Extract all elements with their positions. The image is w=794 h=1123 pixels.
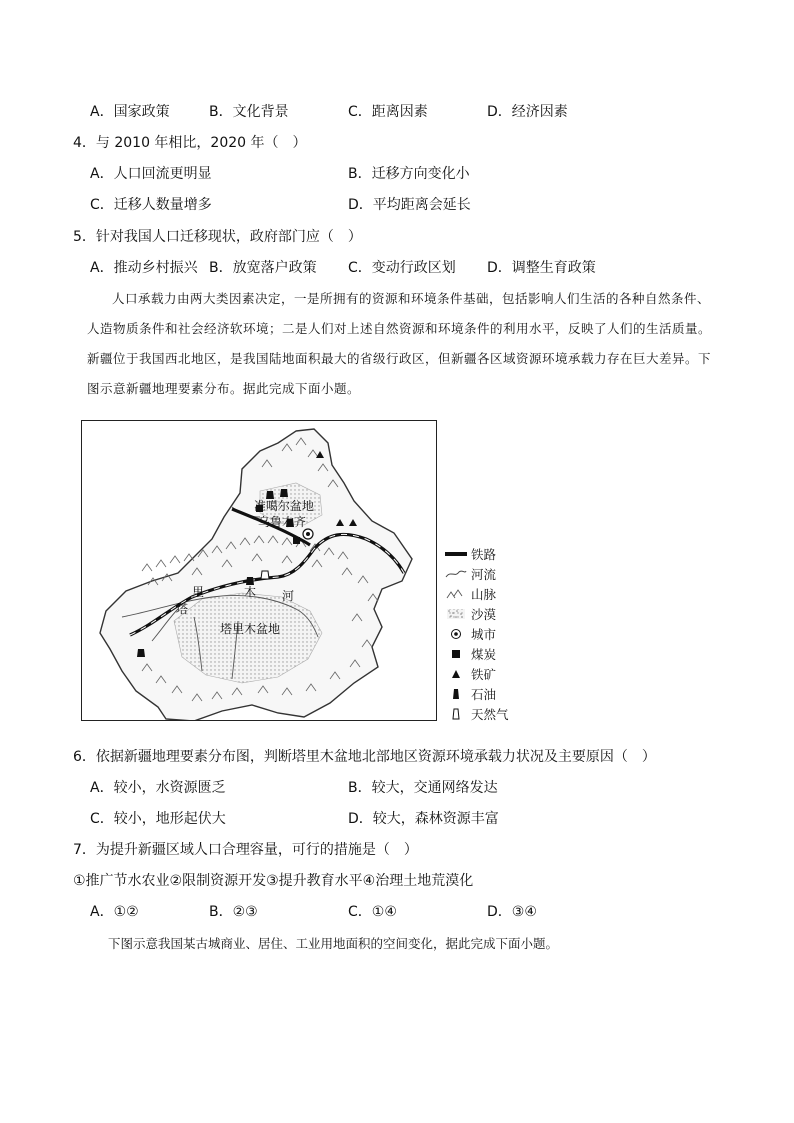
- q4-option-a: A．人口回流更明显: [90, 166, 212, 182]
- legend-railway: 铁路: [445, 544, 565, 564]
- label-he: 河: [282, 589, 295, 603]
- q3-option-a: A．国家政策: [90, 104, 170, 120]
- gas-icon: [445, 707, 467, 721]
- q7-option-c: C．①④: [348, 904, 397, 920]
- legend-river: 河流: [445, 564, 565, 584]
- passage-ancient-city: 下图示意我国某古城商业、居住、工业用地面积的空间变化，据此完成下面小题。: [108, 936, 559, 951]
- river-icon: [445, 567, 467, 581]
- oil-symbol: [137, 649, 145, 657]
- gas-symbol: [261, 571, 269, 579]
- coal-icon: [445, 647, 467, 661]
- legend-city: 城市: [445, 624, 565, 644]
- q5-option-d: D．调整生育政策: [487, 260, 596, 276]
- label-urumqi: 乌鲁木齐: [258, 515, 307, 529]
- oil-symbol: [280, 489, 288, 497]
- q4-option-d: D．平均距离会延长: [348, 197, 471, 213]
- map-legend: [445, 544, 565, 724]
- xinjiang-map-graphic: [82, 421, 437, 721]
- label-mu: 木: [244, 585, 257, 599]
- q5-option-c: C．变动行政区划: [348, 260, 456, 276]
- oil-icon: [445, 687, 467, 701]
- mountain-icon: [445, 587, 467, 601]
- q7-option-a: A．①②: [90, 904, 139, 920]
- q4-option-c: C．迁移人数量增多: [90, 197, 212, 213]
- coal-symbol: [293, 537, 300, 544]
- legend-coal: 煤炭: [445, 644, 565, 664]
- q6-option-c: C．较小，地形起伏大: [90, 811, 226, 827]
- q6-option-d: D．较大，森林资源丰富: [348, 811, 499, 827]
- oil-symbol: [246, 577, 254, 585]
- q5-stem: 5．针对我国人口迁移现状，政府部门应（ ）: [73, 229, 362, 245]
- q3-option-c: C．距离因素: [348, 104, 428, 120]
- city-icon: [445, 627, 467, 641]
- label-tarim: 塔里木盆地: [220, 622, 281, 636]
- q7-stem: 7．为提升新疆区域人口合理容量，可行的措施是（ ）: [73, 842, 418, 858]
- q7-option-b: B．②③: [209, 904, 258, 920]
- xinjiang-map: [81, 420, 437, 721]
- q7-option-d: D．③④: [487, 904, 537, 920]
- iron-icon: [445, 667, 467, 681]
- q4-stem: 4．与 2010 年相比，2020 年（ ）: [73, 135, 307, 151]
- q3-option-d: D．经济因素: [487, 104, 568, 120]
- q6-option-b: B．较大，交通网络发达: [348, 780, 498, 796]
- legend-oil: 石油: [445, 684, 565, 704]
- q4-option-b: B．迁移方向变化小: [348, 166, 470, 182]
- label-junggar: 准噶尔盆地: [254, 499, 315, 513]
- legend-desert: 沙漠: [445, 604, 565, 624]
- railway-icon: [445, 547, 467, 561]
- desert-icon: [445, 607, 467, 621]
- legend-mountain: 山脉: [445, 584, 565, 604]
- q7-statements: ①推广节水农业②限制资源开发③提升教育水平④治理土地荒漠化: [73, 873, 474, 889]
- q5-option-a: A．推动乡村振兴: [90, 260, 198, 276]
- q6-stem: 6．依据新疆地理要素分布图，判断塔里木盆地北部地区资源环境承载力状况及主要原因（ ）: [73, 749, 656, 765]
- q5-option-b: B．放宽落户政策: [209, 260, 317, 276]
- q6-option-a: A．较小，水资源匮乏: [90, 780, 226, 796]
- q3-option-b: B．文化背景: [209, 104, 289, 120]
- passage-xinjiang: 人口承载力由两大类因素决定，一是所拥有的资源和环境条件基础，包括影响人们生活的各种自然条件、人造物质条件和社会经济软环境；二是人们对上述自然资源和环境条件的利用水平，反映了人们的生活质量。新疆位于我国西北地区，是我国陆地面积最大的省级行政区，但新疆各区域资源环境承载力存在巨大差异。下图示意新疆地理要素分布。据此完成下面小题。: [87, 291, 712, 396]
- oil-symbol: [266, 491, 274, 499]
- label-ta: 塔: [176, 602, 189, 616]
- label-li: 里: [192, 585, 205, 599]
- legend-iron: 铁矿: [445, 664, 565, 684]
- legend-gas: 天然气: [445, 704, 565, 724]
